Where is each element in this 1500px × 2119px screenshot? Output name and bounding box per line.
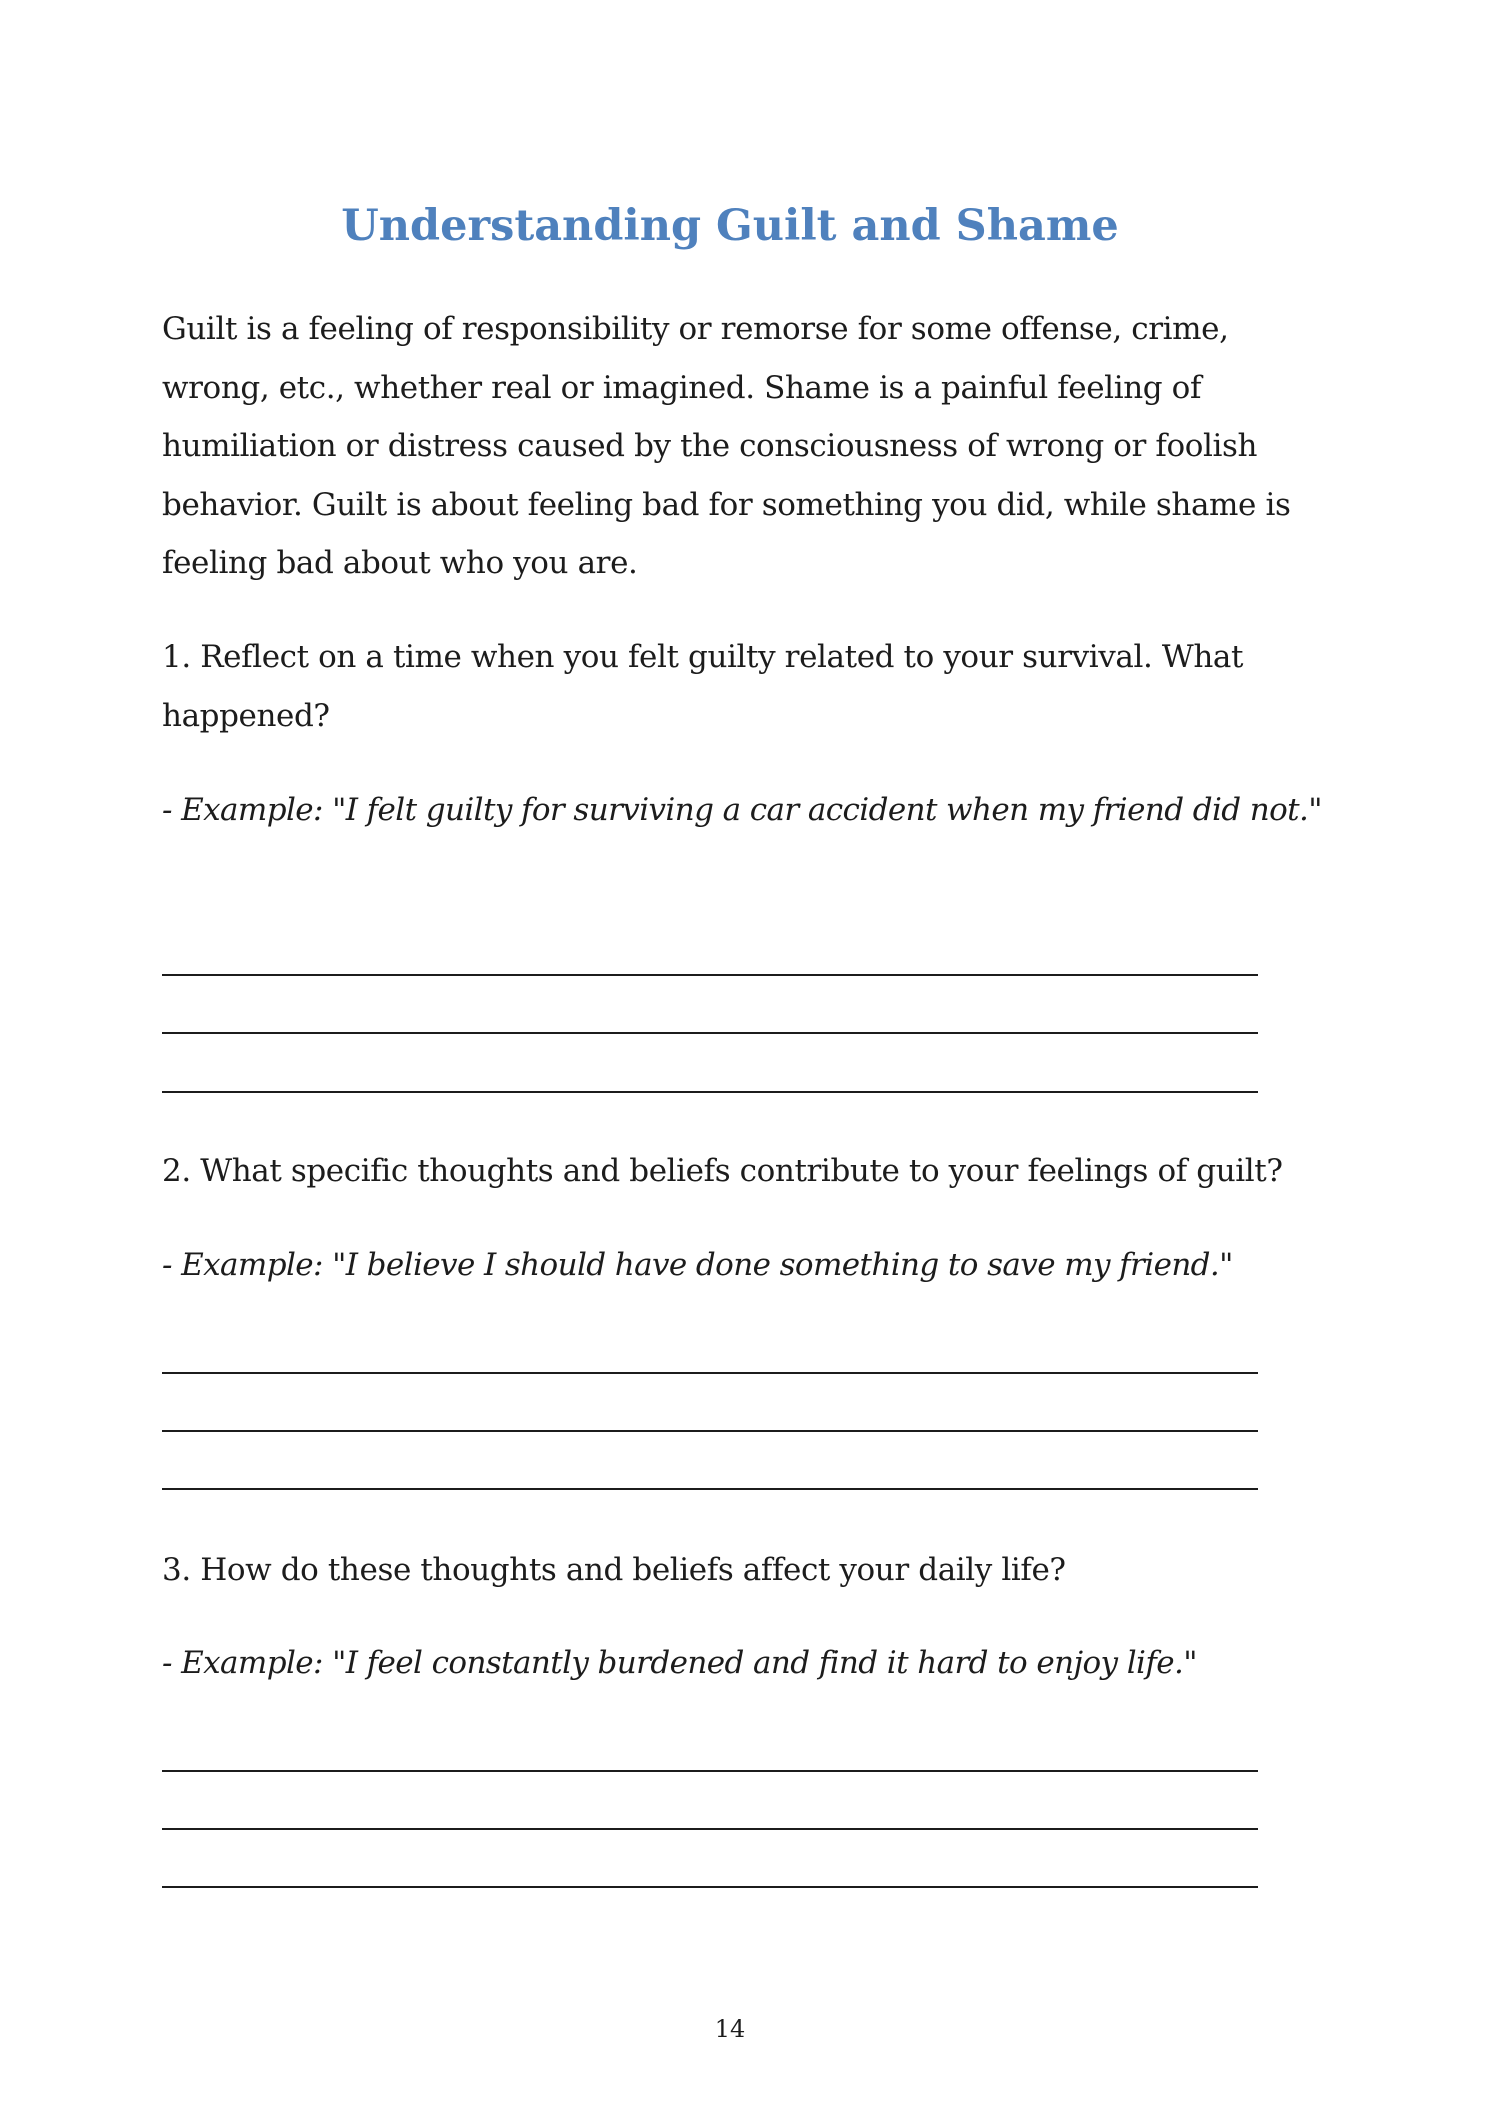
question-3-answer-line-1[interactable] <box>162 1770 1258 1772</box>
question-3-answer-line-3[interactable] <box>162 1886 1258 1888</box>
question-2-answer-line-1[interactable] <box>162 1372 1258 1374</box>
question-2-answer-line-3[interactable] <box>162 1488 1258 1490</box>
page-number: 14 <box>714 2015 746 2043</box>
question-2-example: - Example: "I believe I should have done something to save my friend." <box>162 1247 1233 1283</box>
question-3-answer-line-2[interactable] <box>162 1828 1258 1830</box>
question-1-answer-line-1[interactable] <box>162 974 1258 976</box>
question-1-answer-line-3[interactable] <box>162 1091 1258 1093</box>
intro-paragraph: Guilt is a feeling of responsibility or remorse for some offense, crime, wrong, etc., whether real or imagined. Shame is a painful feeling of humiliation or distress caused by the consciousness of wrong or foolish behavior. Guilt is about feeling bad for something you did, while shame is feeling bad about who you are. <box>162 311 1291 581</box>
question-1-answer-line-2[interactable] <box>162 1032 1258 1034</box>
question-2-answer-line-2[interactable] <box>162 1430 1258 1432</box>
question-1-example: - Example: "I felt guilty for surviving a car accident when my friend did not." <box>162 792 1322 828</box>
question-1-prompt: 1. Reflect on a time when you felt guilty related to your survival. What happened? <box>162 639 1244 734</box>
question-3-prompt: 3. How do these thoughts and beliefs affect your daily life? <box>162 1552 1066 1588</box>
page-title: Understanding Guilt and Shame <box>341 201 1119 251</box>
question-2-prompt: 2. What specific thoughts and beliefs contribute to your feelings of guilt? <box>162 1153 1283 1189</box>
question-3-example: - Example: "I feel constantly burdened and find it hard to enjoy life." <box>162 1645 1197 1681</box>
